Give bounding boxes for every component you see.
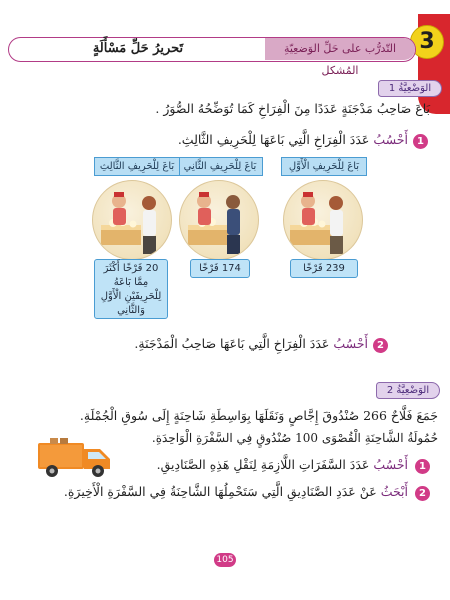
- customer-2-quantity: 174 فَرْخًا: [190, 259, 250, 278]
- question-2-badge: 2: [373, 338, 388, 353]
- section-label: [265, 38, 415, 77]
- question-3-rest: عَدَدَ السَّفَرَاتِ اللَّازِمَةِ لِنَقْلِ هَذِهِ الصَّنَادِيقِ.: [156, 457, 370, 472]
- sale-illustration-1: [283, 180, 363, 260]
- question-1-rest: عَدَدَ الْفِرَاخِ الَّتِي بَاعَهَا لِلْحَرِيفِ الثَّالِثِ.: [177, 132, 370, 147]
- situation-1-intro: بَاعَ صَاحِبُ مَدْجَنَةٍ عَدَدًا مِنَ الْفِرَاخِ كَمَا تُوَضِّحُهُ الصُّوَرُ .: [155, 101, 430, 116]
- situation-2-line-1: جَمَعَ فَلَّاحٌ 266 صُنْدُوقَ إِجَّاصٍ وَنَقَلَهَا بِوَاسِطَةِ شَاحِنَةٍ إِلَى سُوقِ الْجُمْلَةِ.: [79, 408, 438, 423]
- question-3-badge: 1: [415, 459, 430, 474]
- section-label-text: التّدرُّب على حَلِّ الوَضعِيّةِ المُشكل: [283, 42, 397, 77]
- truck-illustration: [36, 437, 116, 479]
- question-2-text: [28, 336, 368, 351]
- situation-2-line-2: حُمُولَةُ الشَّاحِنَةِ الْقُصْوَى 100 صُنْدُوقٍ فِي السَّفْرَةِ الْوَاحِدَةِ.: [151, 431, 438, 445]
- sale-illustration-3: [92, 180, 172, 260]
- question-3-text: [128, 457, 408, 472]
- page-title: تَحريرُ حَلِّ مَسْأَلَةٍ: [92, 41, 184, 56]
- customer-1-label: بَاعَ لِلْحَرِيفِ الْأَوَّلِ: [281, 157, 367, 176]
- sale-illustration-2: [179, 180, 259, 260]
- customer-2-label: بَاعَ لِلْحَرِيفِ الثَّانِي: [177, 157, 263, 176]
- question-4-badge: 2: [415, 486, 430, 501]
- customer-3-label: بَاعَ لِلْحَرِيفِ الثَّالِثِ: [94, 157, 180, 176]
- question-1-verb: أَحْسُبُ: [373, 132, 408, 147]
- page-number: 105: [214, 553, 236, 567]
- customer-3-quantity: 20 فَرْخًا أَكْثَرَ مِمَّا بَاعَهُ لِلْحَرِيفَيْنِ الْأَوَّلِ وَالثَّانِي: [94, 259, 168, 319]
- header-bar: [8, 37, 416, 77]
- question-4-text: [13, 484, 408, 499]
- customer-1-quantity: 239 فَرْخًا: [290, 259, 358, 278]
- situation-1-tag: الوَضْعِيَّةُ 1: [378, 80, 442, 97]
- question-4-verb: أَبْحَثُ: [380, 484, 408, 499]
- question-4-rest: عَنْ عَدَدِ الصَّنَادِيقِ الَّتِي سَتَحْمِلُهَا الشَّاحِنَةُ فِي السَّفْرَةِ الْأَخِيرَةِ.: [63, 484, 377, 499]
- question-2-rest: عَدَدَ الْفِرَاخِ الَّتِي بَاعَهَا صَاحِبُ الْمَدْجَنَةِ.: [134, 336, 330, 351]
- question-1-badge: 1: [413, 134, 428, 149]
- question-1-text: [28, 132, 408, 147]
- situation-2-tag: الوَضْعِيَّةُ 2: [376, 382, 440, 399]
- unit-number-badge: 3: [410, 25, 444, 59]
- question-2-verb: أَحْسُبُ: [333, 336, 368, 351]
- question-3-verb: أَحْسُبُ: [373, 457, 408, 472]
